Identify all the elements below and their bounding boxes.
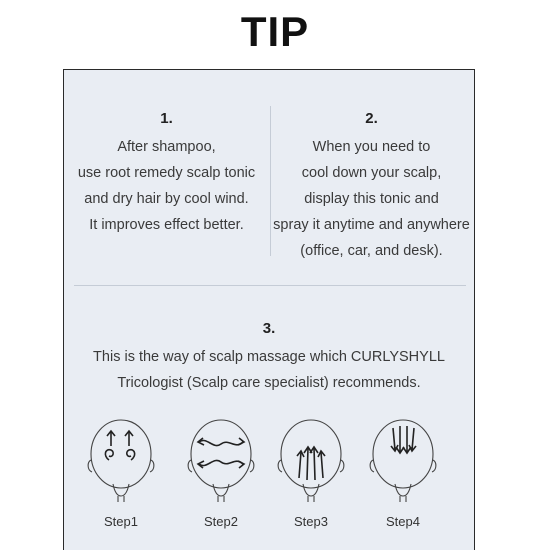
step-label: Step4 — [386, 514, 420, 529]
horizontal-divider — [74, 285, 466, 286]
tip-line: After shampoo, — [117, 139, 216, 155]
tip-line: use root remedy scalp tonic — [77, 165, 256, 181]
page-title: TIP — [240, 8, 310, 55]
tip-line: spray it anytime and anywhere — [273, 217, 470, 233]
step-1 — [76, 416, 166, 529]
head-wave-arrows-icon — [185, 416, 257, 506]
tip-2 — [269, 106, 474, 264]
step-label: Step1 — [104, 514, 138, 529]
tip-number: 1. — [160, 110, 173, 127]
tip-line: cool down your scalp, — [301, 165, 442, 181]
tip-number: 2. — [365, 110, 378, 127]
step-label: Step2 — [204, 514, 238, 529]
step-3 — [266, 416, 356, 529]
massage-steps — [64, 416, 474, 546]
tip-line: It improves effect better. — [89, 217, 244, 233]
tip-1 — [64, 106, 269, 238]
tip-line: and dry hair by cool wind. — [84, 191, 249, 207]
step-2 — [176, 416, 266, 529]
tip-number: 3. — [262, 320, 276, 337]
tip-line: display this tonic and — [304, 191, 439, 207]
step-label: Step3 — [294, 514, 328, 529]
tip-3 — [64, 316, 474, 396]
head-up-arrows-icon — [275, 416, 347, 506]
tip-panel — [63, 69, 475, 550]
tip-line: When you need to — [312, 139, 431, 155]
head-circular-arrows-icon — [85, 416, 157, 506]
step-4 — [358, 416, 448, 529]
tip-line: Tricologist (Scalp care specialist) recommends. — [117, 375, 421, 391]
tip-line: (office, car, and desk). — [300, 243, 443, 259]
tip-line: This is the way of scalp massage which CURLYSHYLL — [93, 349, 445, 365]
head-down-arrows-icon — [367, 416, 439, 506]
